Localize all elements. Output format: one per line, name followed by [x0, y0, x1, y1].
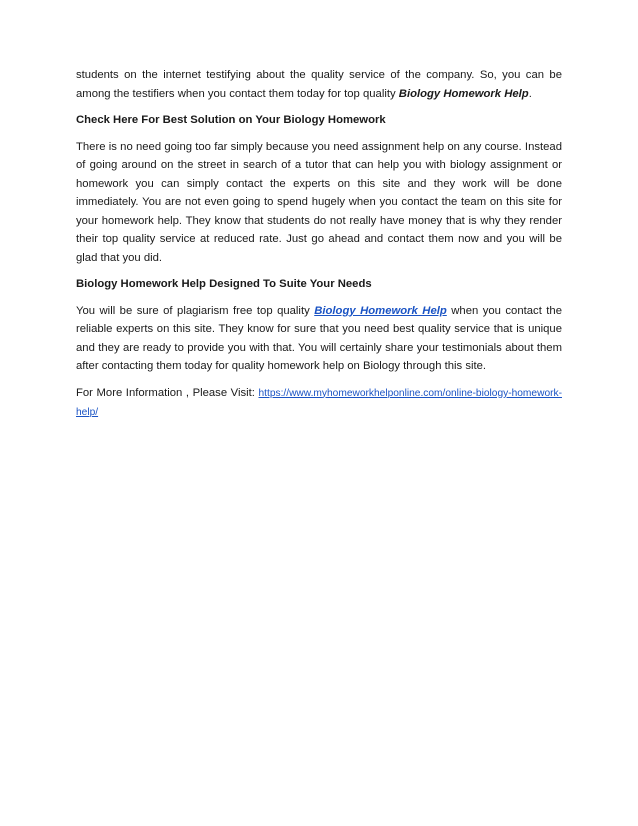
paragraph-more-info	[76, 384, 562, 423]
heading-best-solution: Check Here For Best Solution on Your Biology Homework	[76, 114, 386, 126]
paragraph-no-need: There is no need going too far simply because you need assignment help on any course. Instead of going around on the street in search of a tutor that can help you with biology assignment or homework you can simply contact the experts on this site and they work will be done immediately. You are not even going to spend hugely when you contact the team on this site for your homework help. They know that students do not really have money that is why they render their top quality service at reduced rate. Just go ahead and contact them now and you will be glad that you did.	[76, 140, 562, 264]
biology-homework-help-link[interactable]: Biology Homework Help	[314, 304, 447, 317]
more-info-label: For More Information , Please Visit:	[76, 386, 259, 399]
document-body	[76, 66, 562, 431]
plagiarism-text-start: You will be sure of plagiarism free top quality	[76, 304, 315, 317]
intro-emphasis: Biology Homework Help	[398, 87, 529, 100]
paragraph-plagiarism-free	[76, 302, 562, 376]
plagiarism-text-end: when you contact the reliable experts on this site. They know for sure that you need best quality service that is unique and they are ready to provide you with that. You will certainly share your testimonials about them after contacting them today for quality homework help on Biology through this site.	[76, 304, 562, 372]
heading-designed-to-suite: Biology Homework Help Designed To Suite Your Needs	[76, 278, 372, 290]
intro-text: students on the internet testifying about the quality service of the company. So, you can be among the testifiers when you contact them today for top quality	[76, 69, 562, 100]
paragraph-intro	[76, 66, 562, 103]
website-url-link[interactable]: https://www.myhomeworkhelponline.com/online-biology-homework-help/	[76, 387, 562, 418]
intro-end: .	[528, 87, 532, 100]
